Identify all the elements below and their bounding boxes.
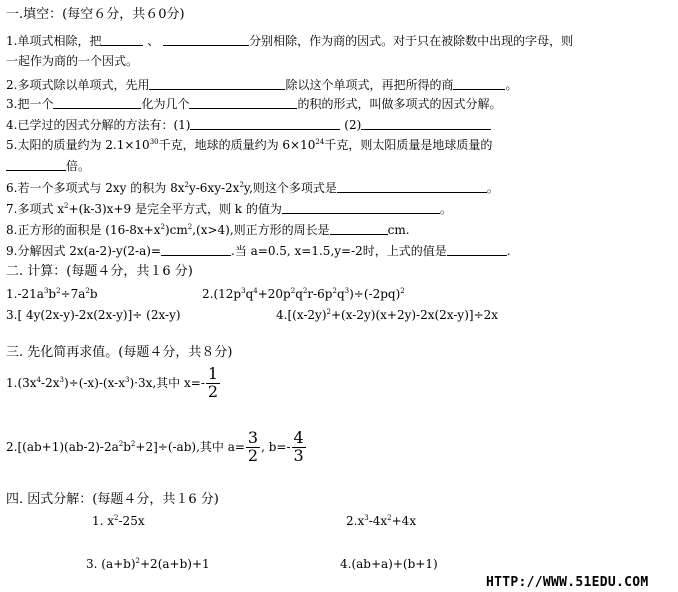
question-6: 6.若一个多项式与 2xy 的积为 $8x^2y-6xy-2x^2y$,则这个多项式是 。 bbox=[6, 181, 499, 195]
question-5-cont: 倍。 bbox=[6, 159, 90, 172]
question-5: 5.太阳的质量约为 $2.1\times 10^{30}$千克，地球的质量约为 $6\times 10^{24}$千克，则太阳质量是地球质量的 bbox=[6, 138, 493, 152]
simplify-problem-1: $1.(3x^4-2x^3)\div(-x)-(x-x^3)\cdot 3x$,其中 x=- $\frac{1}{2}$ bbox=[6, 364, 219, 401]
section-4-title: 四. 因式分解：(每题４分，共１6 分) bbox=[6, 492, 219, 507]
question-9: 9.分解因式 2x(a-2)-y(2-a)= .当 a=0.5, x=1.5,y=-2时，上式的值是 . bbox=[6, 244, 511, 258]
factor-problem-1: 1. $x^2-25x$ bbox=[92, 514, 145, 528]
factor-problem-2: $2.x^3-4x^2+4x$ bbox=[346, 514, 417, 528]
answer-blank[interactable] bbox=[101, 34, 143, 46]
answer-blank[interactable] bbox=[453, 78, 505, 90]
answer-blank[interactable] bbox=[149, 78, 285, 90]
section-1-title: 一.填空：(每空６分，共６0分) bbox=[6, 7, 185, 22]
answer-blank[interactable] bbox=[189, 97, 297, 109]
watermark: HTTP://WWW.51EDU.COM bbox=[486, 575, 649, 590]
question-4: 4.已学过的因式分解的方法有：(1) (2) bbox=[6, 118, 491, 131]
calc-problem-3: 3.[ 4y(2x-y)-2x(2x-y)]÷ (2x-y) bbox=[6, 308, 181, 322]
question-1-cont: 一起作为商的一个因式。 bbox=[6, 54, 139, 68]
question-3: 3.把一个 化为几个 的积的形式，叫做多项式的因式分解。 bbox=[6, 97, 502, 111]
factor-problem-4: 4.(ab+a)+(b+1) bbox=[340, 557, 438, 571]
answer-blank[interactable] bbox=[361, 118, 491, 130]
calc-problem-4: $4.[(x-2y)^2+(x-2y)(x+2y)-2x(2x-y)]\div 2x$ bbox=[276, 308, 499, 322]
answer-blank[interactable] bbox=[190, 118, 340, 130]
answer-blank[interactable] bbox=[161, 244, 231, 256]
fraction: $\frac{1}{2}$ bbox=[207, 364, 219, 401]
answer-blank[interactable] bbox=[447, 244, 507, 256]
section-3-title: 三. 先化简再求值。(每题４分，共８分) bbox=[6, 345, 233, 360]
question-7: 7.多项式 $x^2+(k-3)x+9$ 是完全平方式，则 k 的值为 。 bbox=[6, 202, 452, 216]
fraction: $\frac{3}{2}$ bbox=[247, 428, 259, 465]
question-1: 1.单项式相除，把 、 分别相除，作为商的因式。对于只在被除数中出现的字母，则 bbox=[6, 34, 574, 48]
fraction: $\frac{4}{3}$ bbox=[293, 428, 304, 465]
factor-problem-3: 3. $(a+b)^2+2(a+b)+1$ bbox=[86, 557, 210, 571]
calc-problem-1: $1.-21a^3b^2\div 7a^2b$ bbox=[6, 287, 98, 301]
question-2: 2.多项式除以单项式，先用 除以这个单项式，再把所得的商 。 bbox=[6, 78, 518, 92]
answer-blank[interactable] bbox=[53, 97, 141, 109]
answer-blank[interactable] bbox=[337, 181, 487, 193]
section-2-title: 二. 计算：(每题４分，共１6 分) bbox=[6, 264, 193, 279]
answer-blank[interactable] bbox=[282, 202, 440, 214]
answer-blank[interactable] bbox=[330, 223, 388, 235]
calc-problem-2: $2.(12p^3q^4+20p^2q^2r-6p^2q^3)\div(-2pq)^2$ bbox=[202, 287, 405, 301]
answer-blank[interactable] bbox=[6, 159, 66, 171]
question-8: 8.正方形的面积是 $(16-8x+x^2)cm^2,(x>4)$,则正方形的周长是 cm. bbox=[6, 223, 410, 237]
answer-blank[interactable] bbox=[163, 34, 249, 46]
simplify-problem-2: $2.[(ab+1)(ab-2)-2a^2b^2+2]\div(-ab)$,其中 a= $\frac{3}{2}$ , b=- $\frac{4}{3}$ bbox=[6, 428, 304, 465]
